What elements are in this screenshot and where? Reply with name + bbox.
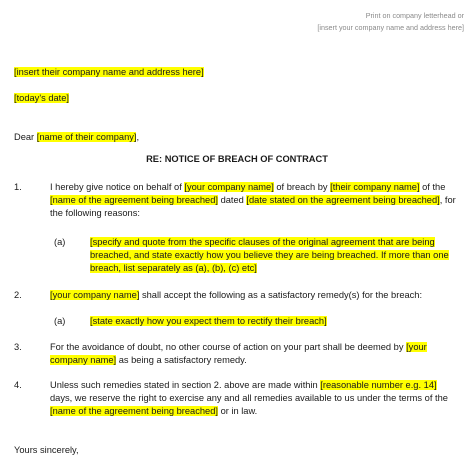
clause-1-your-company-placeholder: [your company name] [184, 182, 274, 192]
letter-date [14, 92, 69, 105]
clause-2-text [50, 289, 460, 302]
recipient-address-placeholder: [insert their company name and address here] [14, 67, 204, 77]
clause-1-text-c: of the [419, 182, 446, 192]
clause-4-text-b: days, we reserve the right to exercise any and all remedies available to us under the terms of the [50, 393, 448, 403]
clause-4-text-c: or in law. [217, 406, 258, 416]
clause-4-text-a: Unless such remedies stated in section 2. above are made within [50, 380, 321, 390]
letterhead-note-line1: Print on company letterhead or [365, 11, 464, 20]
letterhead-note [317, 10, 464, 34]
clause-3-text-a: For the avoidance of doubt, no other course of action on your part shall be deemed by [50, 342, 407, 352]
clause-1-sub-label: (a) [54, 237, 66, 247]
closing: Yours sincerely, [14, 445, 79, 455]
clause-3-text [50, 341, 460, 367]
clause-3-number: 3. [14, 342, 22, 352]
clause-2-sub-label: (a) [54, 316, 66, 326]
clause-1-breach-placeholder: [specify and quote from the specific clauses of the original agreement that are being breached, and state exactly how you believe they are being breached. If more than one breach, list separately as (a), (b), (c) etc] [90, 237, 449, 273]
recipient-address [14, 66, 204, 79]
letter-date-placeholder: [today's date] [14, 93, 70, 103]
clause-2-sub-text [90, 315, 462, 328]
salutation-comma: , [136, 132, 140, 142]
clause-2-your-company-placeholder: [your company name] [50, 290, 140, 300]
clause-3-your-company-placeholder: [your company name] [50, 342, 427, 365]
clause-2-remedy-placeholder: [state exactly how you expect them to rectify their breach] [90, 316, 327, 326]
clause-1-text-a: I hereby give notice on behalf of [50, 182, 185, 192]
clause-4-text [50, 379, 460, 418]
clause-1-their-company-placeholder: [their company name] [330, 182, 420, 192]
clause-1-number: 1. [14, 182, 22, 192]
clause-1-text-d: dated [217, 195, 247, 205]
clause-2-text-a: shall accept the following as a satisfactory remedy(s) for the breach: [139, 290, 423, 300]
clause-1-sub-text [90, 236, 462, 275]
clause-4-number: 4. [14, 380, 22, 390]
clause-1-text-e: , for the following reasons: [50, 195, 456, 218]
clause-1-date-placeholder: [date stated on the agreement being breached] [246, 195, 440, 205]
clause-1-agreement-placeholder: [name of the agreement being breached] [50, 195, 218, 205]
letter-title: RE: NOTICE OF BREACH OF CONTRACT [146, 154, 328, 164]
salutation [14, 131, 139, 144]
letterhead-note-line2: [insert your company name and address here] [317, 23, 464, 32]
clause-2-number: 2. [14, 290, 22, 300]
clause-4-agreement-placeholder: [name of the agreement being breached] [50, 406, 218, 416]
salutation-dear: Dear [14, 132, 37, 142]
salutation-company-placeholder: [name of their company] [36, 132, 137, 142]
clause-1-text-b: of breach by [273, 182, 331, 192]
clause-3-text-b: as being a satisfactory remedy. [116, 355, 247, 365]
clause-1-text [50, 181, 460, 220]
clause-4-days-placeholder: [reasonable number e.g. 14] [320, 380, 437, 390]
